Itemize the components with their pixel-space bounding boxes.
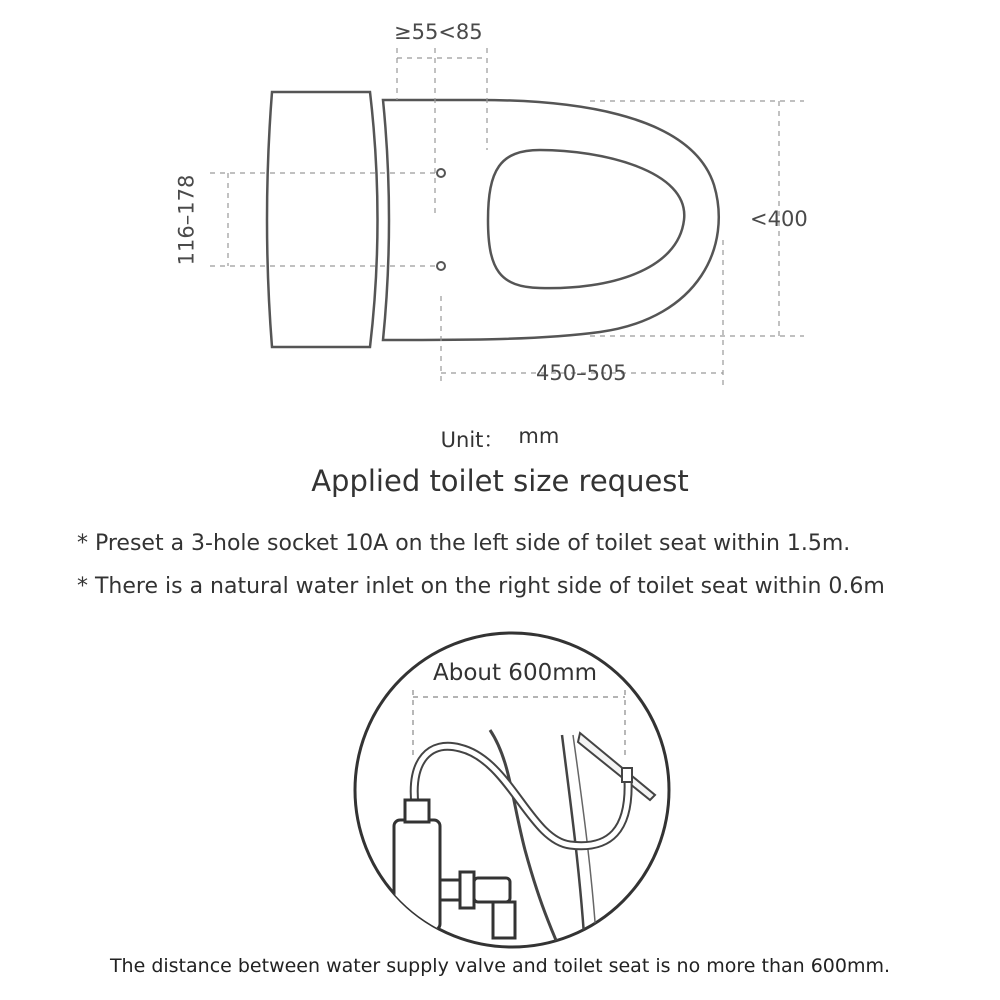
mounting-hole-bottom bbox=[437, 262, 445, 270]
note-socket: * Preset a 3-hole socket 10A on the left side of toilet seat within 1.5m. bbox=[77, 531, 851, 556]
mounting-hole-top bbox=[437, 169, 445, 177]
toilet-top-view-diagram bbox=[0, 0, 1000, 400]
dim-hole-min: ≥55 bbox=[394, 20, 439, 44]
dim-length: 450–505 bbox=[536, 361, 627, 385]
unit-line bbox=[0, 424, 1000, 454]
unit-value: mm bbox=[518, 424, 560, 448]
distance-label: About 600mm bbox=[433, 660, 598, 686]
filter-top-fitting bbox=[405, 800, 429, 822]
toilet-seat-opening bbox=[488, 150, 684, 288]
dim-width: <400 bbox=[750, 207, 808, 231]
dim-hole-spacing: 116–178 bbox=[174, 174, 199, 266]
dim-hole-range-top bbox=[394, 22, 483, 43]
dim-hole-max: <85 bbox=[438, 20, 483, 44]
dimension-lines bbox=[210, 48, 804, 386]
hose-connector bbox=[622, 768, 632, 782]
page-title: Applied toilet size request bbox=[311, 464, 689, 498]
caption: The distance between water supply valve and toilet seat is no more than 600mm. bbox=[109, 955, 891, 977]
toilet-bowl-outline bbox=[383, 100, 719, 340]
toilet-tank-outline bbox=[267, 92, 378, 347]
water-filter bbox=[394, 820, 440, 930]
unit-label: Unit： bbox=[440, 428, 505, 452]
note-water-inlet: * There is a natural water inlet on the right side of toilet seat within 0.6m bbox=[77, 574, 885, 599]
